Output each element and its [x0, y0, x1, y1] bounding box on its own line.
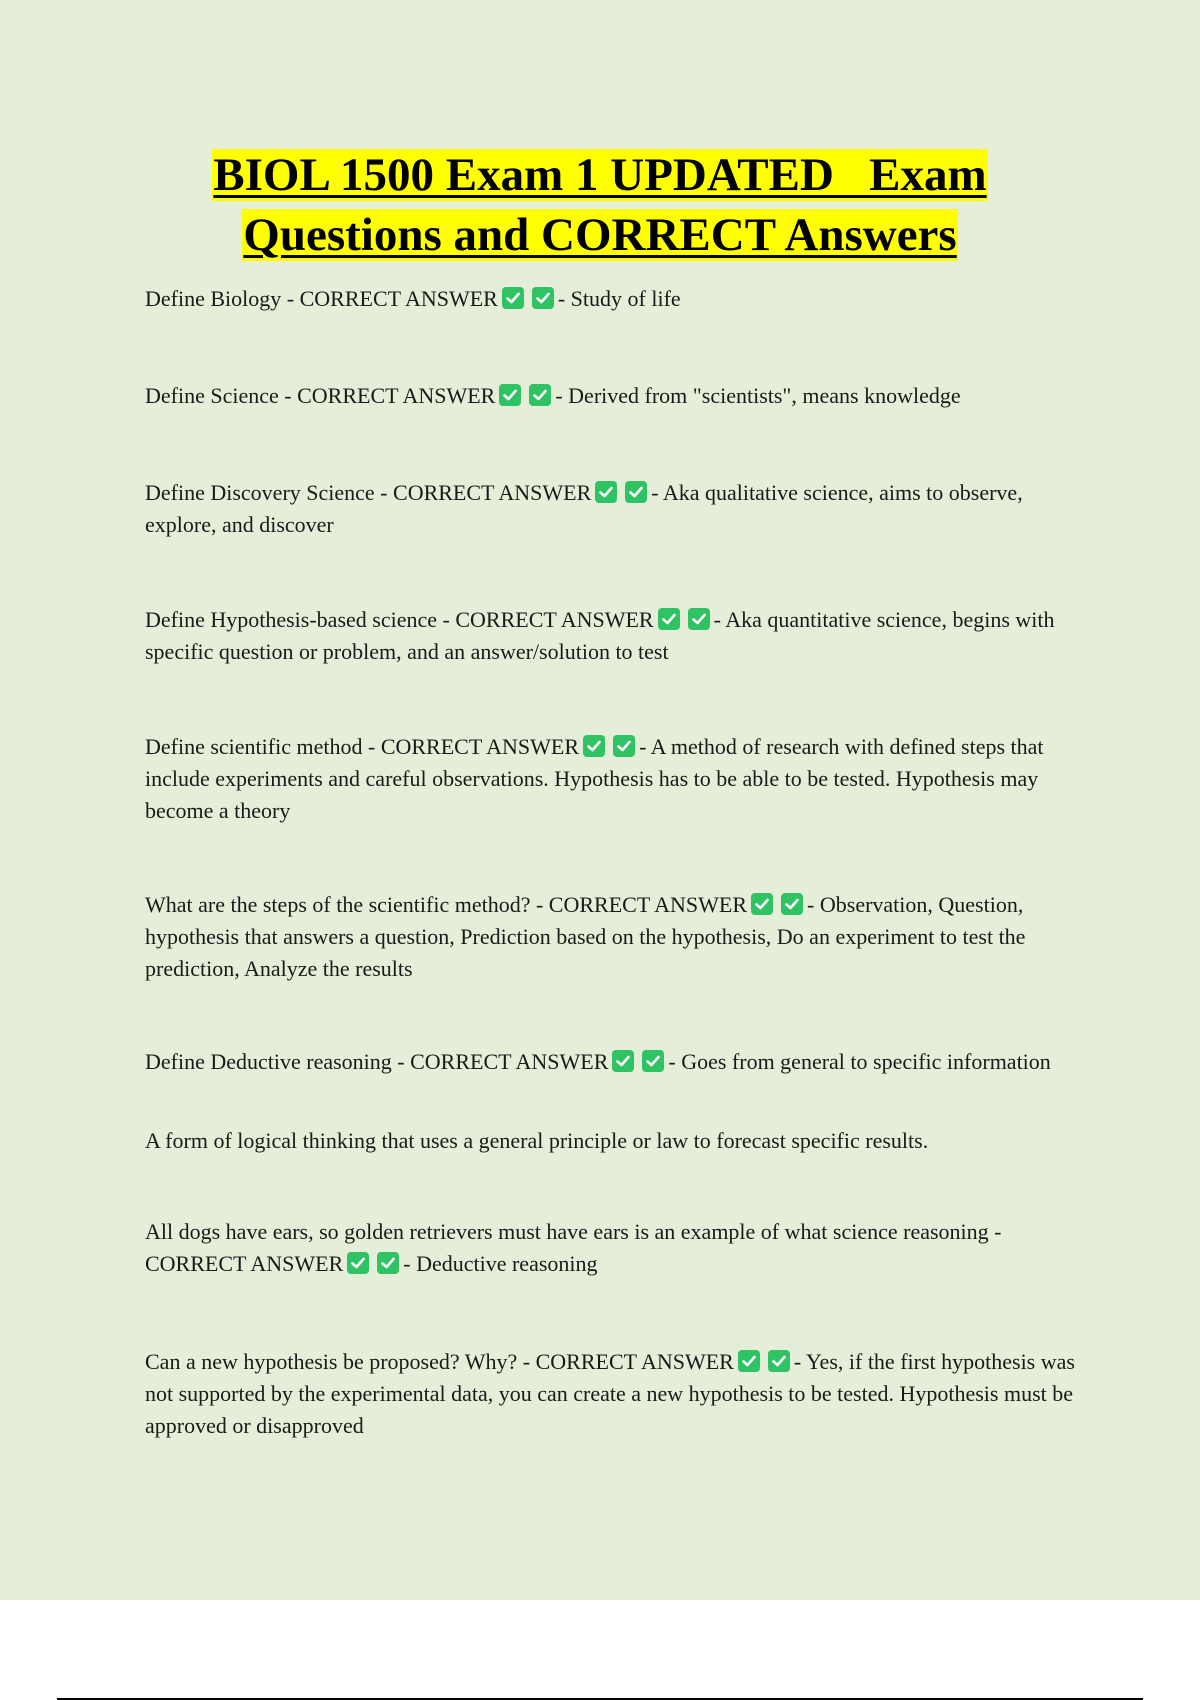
question-text: Define Science - [145, 383, 298, 408]
qa-item [145, 1216, 1095, 1280]
answer-text: - Yes, if the first hypothesis was not supported by the experimental data, you can create a new hypothesis to be tested. Hypothesis must be approved or disapproved [145, 1349, 1075, 1438]
qa-item [145, 380, 1095, 412]
check-mark-box-icon [595, 481, 617, 503]
answer-text: - Deductive reasoning [403, 1251, 598, 1276]
qa-item [145, 477, 1095, 541]
qa-item [145, 889, 1095, 985]
correct-answer-label: CORRECT ANSWER [535, 1349, 734, 1374]
correct-answer-label: CORRECT ANSWER [410, 1049, 609, 1074]
answer-text: - Aka qualitative science, aims to observe, explore, and discover [145, 480, 1023, 537]
check-mark-box-icon [532, 287, 554, 309]
answer-text: - Study of life [557, 286, 681, 311]
correct-answer-label: CORRECT ANSWER [380, 734, 580, 759]
check-mark-box-icon [499, 384, 521, 406]
qa-item [145, 283, 1095, 315]
correct-answer-label: CORRECT ANSWER [455, 607, 654, 632]
question-text: Define Discovery Science - [145, 480, 394, 505]
check-mark-box-icon [502, 287, 524, 309]
title-line-2: Questions and CORRECT Answers [243, 209, 957, 261]
question-text: All dogs have ears, so golden retrievers must have ears is an example of what science reasoning - [145, 1219, 1002, 1244]
answer-text: - Derived from "scientists", means knowledge [555, 383, 961, 408]
deductive-extra-paragraph: A form of logical thinking that uses a general principle or law to forecast specific results. [145, 1128, 929, 1153]
check-mark-box-icon [642, 1050, 664, 1072]
check-mark-box-icon [613, 735, 635, 757]
answer-text: - Aka quantitative science, begins with specific question or problem, and an answer/solution to test [145, 607, 1055, 664]
qa-item [145, 1346, 1095, 1442]
title-line-1: BIOL 1500 Exam 1 UPDATED Exam [213, 149, 987, 201]
qa-item [145, 1046, 1095, 1078]
question-text: Define scientific method - [145, 734, 381, 759]
check-mark-box-icon [625, 481, 647, 503]
correct-answer-label: CORRECT ANSWER [393, 480, 592, 505]
qa-item [145, 604, 1095, 668]
answer-text: - A method of research with defined steps that include experiments and careful observations. Hypothesis has to be able to be tested. Hypothesis may become a theory [145, 734, 1044, 823]
question-text: Define Hypothesis-based science - [145, 607, 456, 632]
question-text: Define Biology - [145, 286, 300, 311]
check-mark-box-icon [688, 608, 710, 630]
document-title [0, 145, 1200, 265]
check-mark-box-icon [751, 893, 773, 915]
check-mark-box-icon [738, 1350, 760, 1372]
check-mark-box-icon [529, 384, 551, 406]
answer-text: - Goes from general to specific information [668, 1049, 1051, 1074]
check-mark-box-icon [583, 735, 605, 757]
check-mark-box-icon [658, 608, 680, 630]
question-text: What are the steps of the scientific method? - [145, 892, 549, 917]
question-text: Can a new hypothesis be proposed? Why? - [145, 1349, 536, 1374]
check-mark-box-icon [768, 1350, 790, 1372]
correct-answer-label: CORRECT ANSWER [145, 1251, 344, 1276]
check-mark-box-icon [377, 1252, 399, 1274]
correct-answer-label: CORRECT ANSWER [297, 383, 496, 408]
correct-answer-label: CORRECT ANSWER [548, 892, 748, 917]
check-mark-box-icon [781, 893, 803, 915]
answer-text: - Observation, Question, hypothesis that answers a question, Prediction based on the hypothesis, Do an experiment to test the prediction, Analyze the results [145, 892, 1026, 981]
check-mark-box-icon [347, 1252, 369, 1274]
qa-item [145, 731, 1095, 827]
question-text: Define Deductive reasoning - [145, 1049, 411, 1074]
check-mark-box-icon [612, 1050, 634, 1072]
correct-answer-label: CORRECT ANSWER [299, 286, 498, 311]
